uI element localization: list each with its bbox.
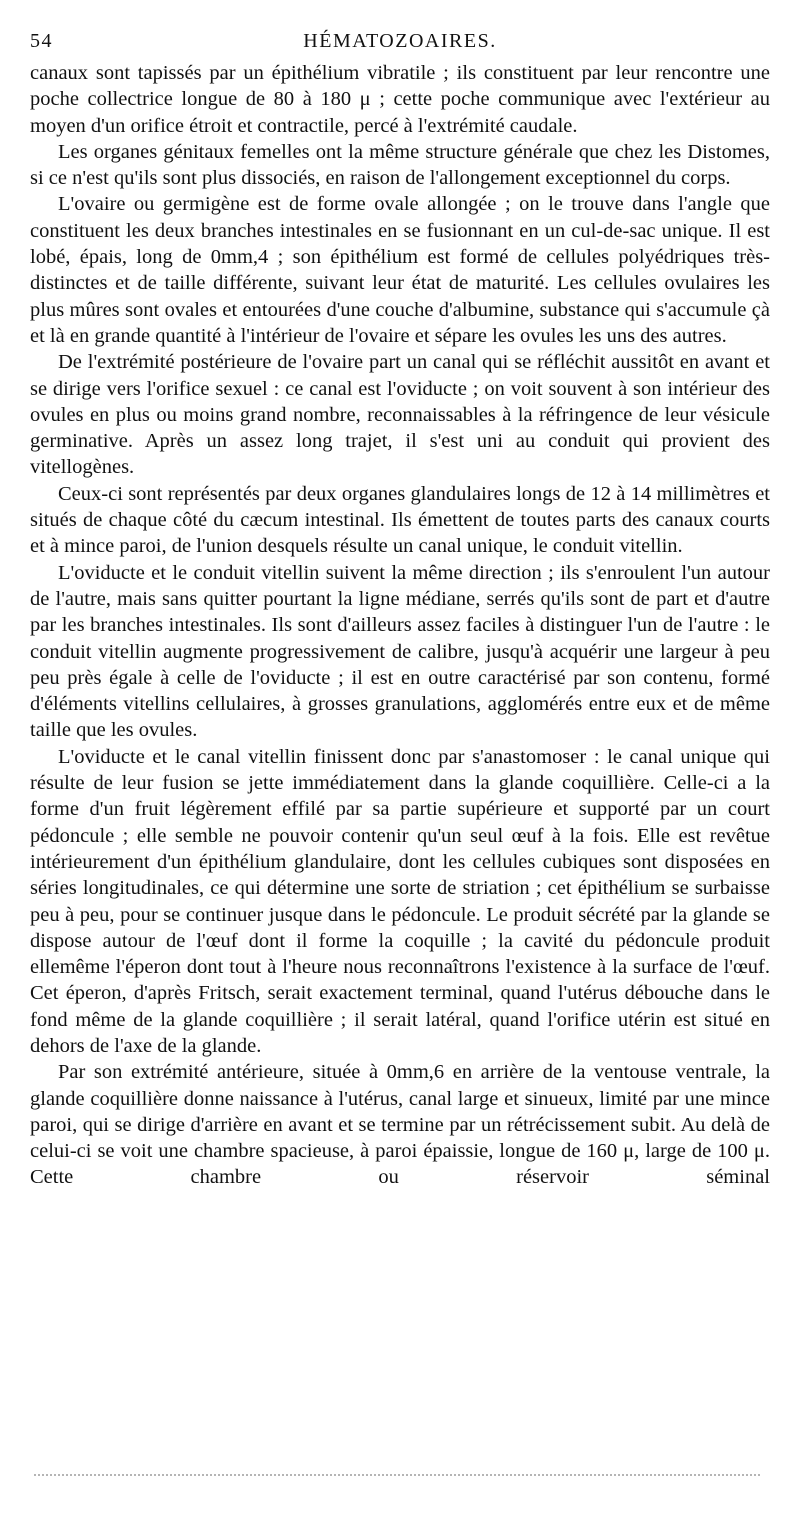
body-text [30, 60, 770, 1191]
paragraph-6: L'oviducte et le conduit vitellin suivent la même direction ; ils s'enroulent l'un autour de l'autre, mais sans quitter pourtant la ligne médiane, serrés qu'ils sont de part et d'autre par les branches intestinales. Ils sont d'ailleurs assez faciles à distinguer l'un de l'autre : le conduit vitellin augmente progressivement de calibre, jusqu'à acquérir une largeur à peu peu près égale à celle de l'oviducte ; il est en outre caractérisé par son contenu, formé d'éléments vitellins cellulaires, à grosses granulations, agglomérés entre eux et de même taille que les ovules. [30, 561, 770, 742]
paragraph-8: Par son extrémité antérieure, située à 0mm,6 en arrière de la ventouse ventrale, la glande coquillière donne naissance à l'utérus, canal large et sinueux, limité par une mince paroi, qui se dirige d'arrière en avant et se termine par un rétrécissement subit. Au delà de celui-ci se voit une chambre spacieuse, à paroi épaissie, longue de 160 μ, large de 100 μ. Cette chambre ou réservoir séminal [30, 1061, 770, 1189]
paragraph-2: Les organes génitaux femelles ont la même structure générale que chez les Distomes, si ce n'est qu'ils sont plus dissociés, en raison de l'allongement exceptionnel du corps. [30, 140, 770, 190]
page-number: 54 [30, 30, 53, 52]
footer-dotted-rule [34, 1474, 760, 1476]
paragraph-1: canaux sont tapissés par un épithélium vibratile ; ils constituent par leur rencontre une poche collectrice longue de 80 à 180 μ ; cette poche communique avec l'extérieur au moyen d'un orifice étroit et contractile, percé à l'extrémité caudale. [30, 62, 770, 137]
paragraph-4: De l'extrémité postérieure de l'ovaire part un canal qui se réfléchit aussitôt en avant et se dirige vers l'orifice sexuel : ce canal est l'oviducte ; on voit souvent à son intérieur des ovules en plus ou moins grand nombre, reconnaissables à la réfringence de leur vésicule germinative. Après un assez long trajet, il s'est uni au conduit qui provient des vitellogènes. [30, 351, 770, 479]
paragraph-5: Ceux-ci sont représentés par deux organes glandulaires longs de 12 à 14 millimètres et situés de chaque côté du cæcum intestinal. Ils émettent de toutes parts des canaux courts et à mince paroi, de l'union desquels résulte un canal unique, le conduit vitellin. [30, 482, 770, 558]
page [30, 26, 770, 1191]
paragraph-3: L'ovaire ou germigène est de forme ovale allongée ; on le trouve dans l'angle que constituent les deux branches intestinales en se fusionnant en un cul-de-sac unique. Il est lobé, épais, long de 0mm,4 ; son épithélium est formé de cellules polyédriques très-distinctes et de taille différente, suivant leur état de maturité. Les cellules ovulaires les plus mûres sont ovales et entourées d'une couche d'albumine, substance qui s'accumule çà et là en grande quantité à l'intérieur de l'ovaire et sépare les ovules les uns des autres. [30, 193, 770, 347]
paragraph-7: L'oviducte et le canal vitellin finissent donc par s'anastomoser : le canal unique qui résulte de leur fusion se jette immédiatement dans la glande coquillière. Celle-ci a la forme d'un fruit légèrement effilé par sa partie supérieure et supporté par un court pédoncule ; elle semble ne pouvoir contenir qu'un seul œuf à la fois. Elle est revêtue intérieurement d'un épithélium glandulaire, dont les cellules cubiques sont disposées en séries longitudinales, ce qui détermine une sorte de striation ; cet épithélium se surbaisse peu à peu, pour se continuer jusque dans le pédoncule. Le produit sécrété par la glande se dispose autour de l'œuf dont il forme la coquille ; la cavité du pédoncule produit ellemême l'éperon dont tout à l'heure nous reconnaîtrons l'existence à la surface de l'œuf. Cet éperon, d'après Fritsch, serait exactement terminal, quand l'utérus débouche dans le fond même de la glande coquillière ; il serait latéral, quand l'orifice utérin est situé en dehors de l'axe de la glande. [30, 745, 770, 1057]
page-header [30, 26, 770, 60]
running-title: HÉMATOZOAIRES. [303, 30, 497, 52]
